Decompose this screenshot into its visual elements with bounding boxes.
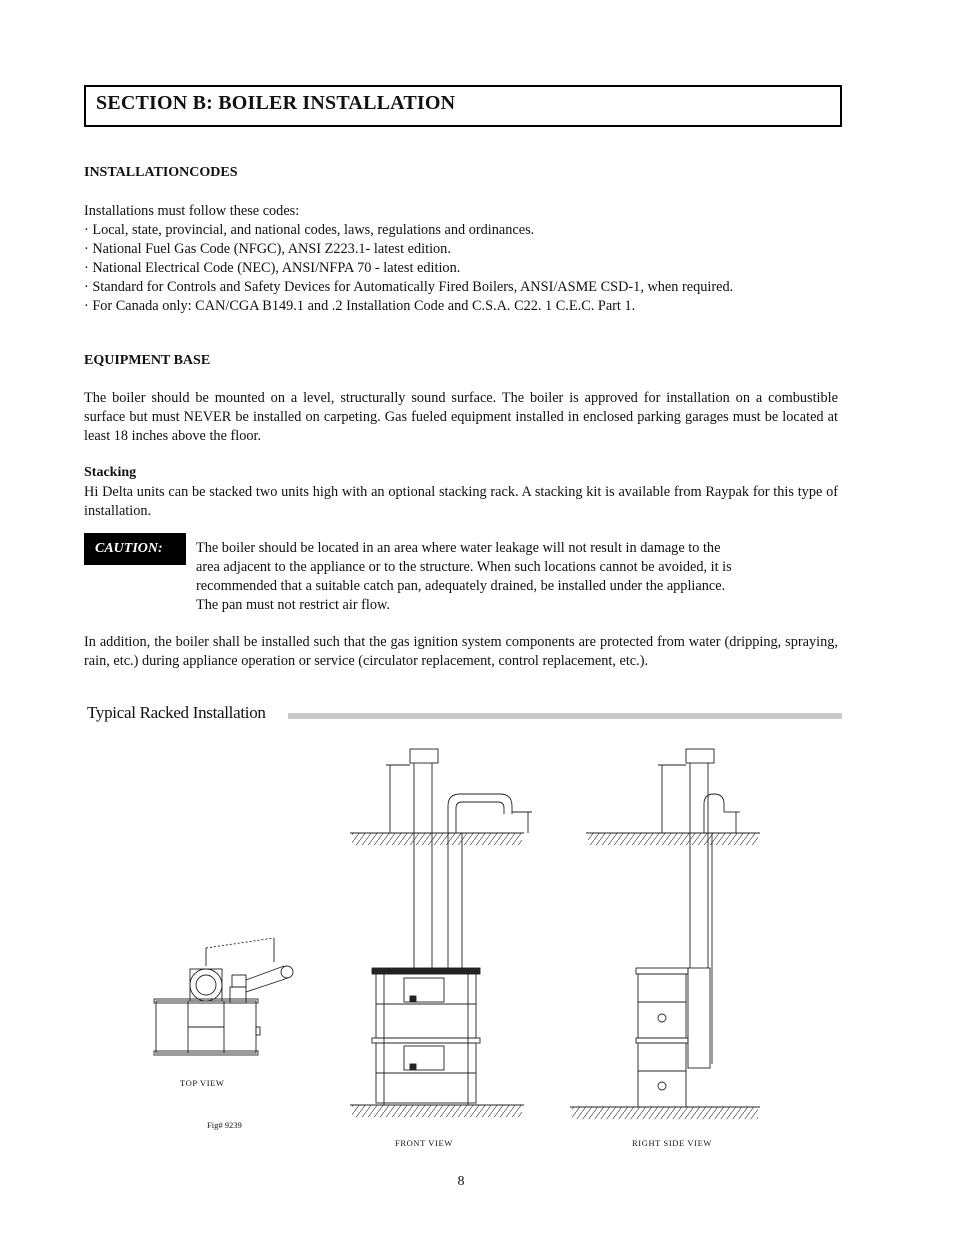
stacking-heading: Stacking <box>84 465 137 480</box>
equipment-base-heading: EQUIPMENT BASE <box>84 353 211 368</box>
caution-line: The pan must not restrict air flow. <box>196 597 391 613</box>
code-item: · National Electrical Code (NEC), ANSI/NFPA 70 - latest edition. <box>84 260 461 276</box>
top-view-label: TOP VIEW <box>180 1078 225 1088</box>
section-title: SECTION B: BOILER INSTALLATION <box>96 92 456 114</box>
code-item: · Standard for Controls and Safety Devices for Automatically Fired Boilers, ANSI/ASME CSD-1, when required. <box>84 279 734 295</box>
stacking-paragraph: Hi Delta units can be stacked two units high with an optional stacking rack. A stacking kit is available from Raypak for this type of installation. <box>84 484 838 519</box>
addition-paragraph: In addition, the boiler shall be installed such that the gas ignition system components are protected from water (dripping, spraying, rain, etc.) during appliance operation or service (circulator replacement, control replacement, etc.). <box>84 634 838 669</box>
caution-badge: CAUTION: <box>84 533 186 565</box>
top-view-drawing <box>154 938 293 1055</box>
equipment-base-paragraph: The boiler should be mounted on a level, structurally sound surface. The boiler is approved for installation on a combustible surface but must NEVER be installed on carpeting. Gas fueled equipment installed in enclosed parking garages must be located at least 18 inches above the floor. <box>84 390 838 444</box>
installation-codes-intro: Installations must follow these codes: <box>84 203 300 219</box>
figure-title: Typical Racked Installation <box>87 703 266 722</box>
caution-line: recommended that a suitable catch pan, adequately drained, be installed under the appliance. <box>196 578 726 594</box>
code-item: · National Fuel Gas Code (NFGC), ANSI Z223.1- latest edition. <box>84 241 451 257</box>
right-side-view-drawing <box>570 749 760 1119</box>
installation-codes-heading: INSTALLATIONCODES <box>84 165 238 180</box>
code-item: · For Canada only: CAN/CGA B149.1 and .2 Installation Code and C.S.A. C22. 1 C.E.C. Part 1. <box>84 298 636 314</box>
page-number: 8 <box>457 1174 465 1189</box>
front-view-label: FRONT VIEW <box>395 1138 453 1148</box>
caution-line: area adjacent to the appliance or to the structure. When such locations cannot be avoided, it is <box>196 559 732 575</box>
right-side-view-label: RIGHT SIDE VIEW <box>632 1138 712 1148</box>
figure-number: Fig# 9239 <box>207 1120 242 1130</box>
front-view-drawing <box>350 749 532 1117</box>
code-item: · Local, state, provincial, and national codes, laws, regulations and ordinances. <box>84 222 535 238</box>
caution-line: The boiler should be located in an area where water leakage will not result in damage to the <box>196 540 721 556</box>
